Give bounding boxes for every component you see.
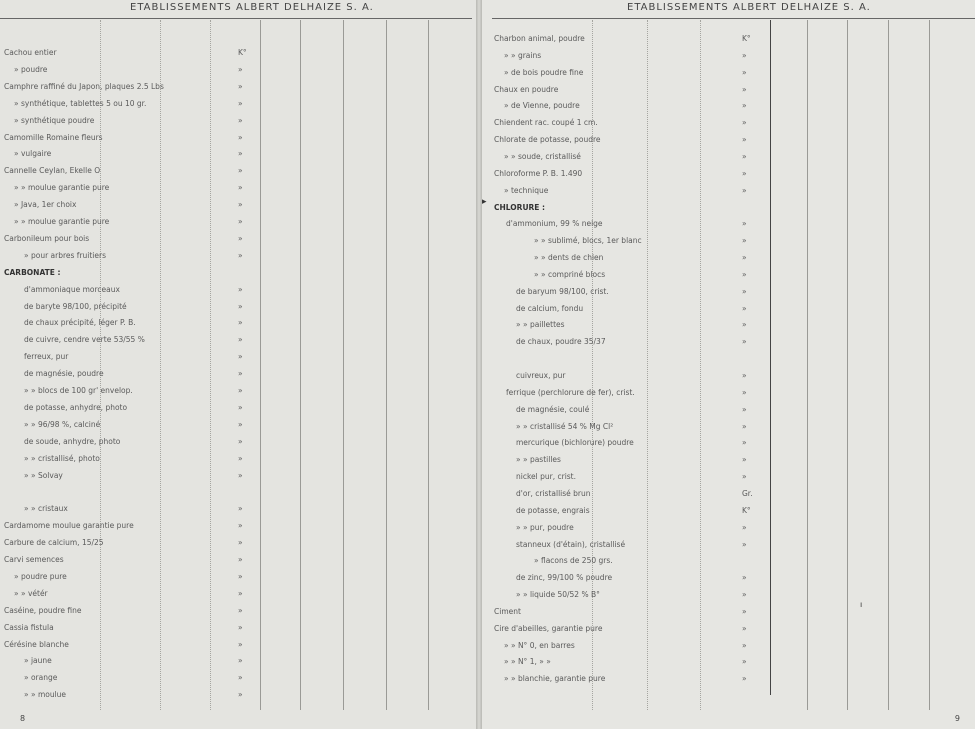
list-item xyxy=(0,316,470,330)
list-item xyxy=(0,114,470,128)
unit-mark: » xyxy=(742,421,747,431)
unit-mark: » xyxy=(742,472,747,482)
unit-mark: » xyxy=(742,522,747,532)
entry-label: » synthétique poudre xyxy=(14,115,95,125)
unit-mark: » xyxy=(742,50,747,60)
list-item xyxy=(482,32,972,46)
unit-mark: » xyxy=(238,301,243,311)
entry-label: de cuivre, cendre verte 53/55 % xyxy=(24,335,145,345)
page-number: 9 xyxy=(954,714,960,723)
entry-label: » » moulue garantie pure xyxy=(14,217,110,226)
list-item xyxy=(0,485,470,499)
list-item xyxy=(482,470,972,484)
list-item xyxy=(482,99,972,113)
unit-mark: » xyxy=(238,98,243,108)
unit-mark: » xyxy=(742,185,747,195)
entry-label: Chlorate de potasse, poudre xyxy=(494,135,601,145)
unit-mark: » xyxy=(742,387,747,397)
entry-label: » » blocs de 100 gr' envelop. xyxy=(24,386,133,395)
unit-mark: » xyxy=(238,149,243,159)
list-item xyxy=(0,418,470,432)
unit-mark: » xyxy=(742,151,747,161)
entry-label: cuivreux, pur xyxy=(516,371,566,380)
entry-label: » » N° 0, en barres xyxy=(504,640,575,650)
unit-mark: » xyxy=(238,521,243,531)
unit-mark: K° xyxy=(742,34,751,43)
entry-label: » poudre pure xyxy=(14,571,67,581)
unit-mark: » xyxy=(238,183,243,193)
unit-mark: » xyxy=(238,284,243,294)
list-item xyxy=(482,639,972,653)
list-item xyxy=(0,401,470,415)
unit-mark: » xyxy=(742,455,747,465)
binding-mark: ▸ xyxy=(482,197,487,207)
page-header: ETABLISSEMENTS ALBERT DELHAIZE S. A. xyxy=(130,2,374,13)
entry-label: » pour arbres fruitiers xyxy=(24,250,106,260)
unit-mark: » xyxy=(742,320,747,330)
entry-label: stanneux (d'étain), cristallisé xyxy=(516,539,626,549)
list-item xyxy=(482,672,972,686)
list-item xyxy=(482,622,972,636)
unit-mark: » xyxy=(742,219,747,229)
unit-mark: » xyxy=(238,81,243,91)
entry-label: » » 96/98 %, calciné xyxy=(24,419,101,429)
entry-label: de soude, anhydre, photo xyxy=(24,436,121,446)
entry-label: CARBONATE : xyxy=(4,267,61,277)
header-rule xyxy=(0,18,472,19)
list-item xyxy=(482,302,972,316)
unit-mark: » xyxy=(238,115,243,125)
entry-label: » Java, 1er choix xyxy=(14,200,77,210)
list-item xyxy=(0,553,470,567)
list-item xyxy=(0,688,470,702)
entry-label: de zinc, 99/100 % poudre xyxy=(516,573,613,583)
list-item xyxy=(0,300,470,314)
entry-label: » » compriné blocs xyxy=(534,269,606,279)
unit-mark: » xyxy=(238,64,243,74)
list-item xyxy=(482,201,972,215)
unit-mark: » xyxy=(742,236,747,246)
right-page xyxy=(482,0,975,729)
unit-mark: » xyxy=(238,166,243,176)
unit-mark: » xyxy=(742,674,747,684)
unit-mark: » xyxy=(742,286,747,296)
list-item xyxy=(0,97,470,111)
entry-label: Cachou entier xyxy=(4,48,57,57)
entry-label: » » cristallisé, photo xyxy=(24,453,100,463)
list-item xyxy=(0,367,470,381)
list-item xyxy=(482,318,972,332)
list-item xyxy=(0,215,470,229)
entry-label: de potasse, engrais xyxy=(516,505,590,515)
entry-label: de magnésie, coulé xyxy=(516,404,590,414)
unit-mark: » xyxy=(238,386,243,395)
list-item xyxy=(482,420,972,434)
entry-label: d'ammoniaque morceaux xyxy=(24,284,120,294)
unit-mark: » xyxy=(742,303,747,313)
list-item xyxy=(482,605,972,619)
entry-label: de calcium, fondu xyxy=(516,303,584,313)
list-item xyxy=(482,538,972,552)
unit-mark: » xyxy=(238,436,243,446)
unit-mark: » xyxy=(238,656,243,666)
unit-mark: » xyxy=(238,605,243,615)
entry-label: » » dents de chien xyxy=(534,253,604,263)
entry-label: » » pur, poudre xyxy=(516,522,574,532)
unit-mark: » xyxy=(238,200,243,210)
entry-label: » » cristaux xyxy=(24,504,68,514)
unit-mark: » xyxy=(238,470,243,480)
entry-label: » » soude, cristallisé xyxy=(504,151,581,161)
entry-label: CHLORURE : xyxy=(494,202,546,212)
list-item xyxy=(0,435,470,449)
page-number: 8 xyxy=(20,714,26,723)
unit-mark: » xyxy=(238,250,243,260)
entry-label: Carbure de calcium, 15/25 xyxy=(4,538,104,548)
unit-mark: » xyxy=(742,573,747,583)
entry-label: Camphre raffiné du Japon, plaques 2.5 Lbs xyxy=(4,81,164,91)
entry-label: » flacons de 250 grs. xyxy=(534,556,613,566)
entry-label: » poudre xyxy=(14,64,48,74)
unit-mark: » xyxy=(238,690,243,700)
list-item xyxy=(0,283,470,297)
list-item xyxy=(482,234,972,248)
unit-mark: » xyxy=(238,571,243,581)
unit-mark: » xyxy=(742,168,747,178)
unit-mark: K° xyxy=(238,48,247,57)
unit-mark: » xyxy=(742,606,747,616)
list-item xyxy=(482,116,972,130)
unit-mark: » xyxy=(238,453,243,463)
list-item xyxy=(0,536,470,550)
list-item xyxy=(482,453,972,467)
entry-label: ferreux, pur xyxy=(24,352,69,362)
entry-label: » » liquide 50/52 % B° xyxy=(516,590,600,600)
unit-mark: » xyxy=(742,253,747,263)
unit-mark: » xyxy=(742,640,747,650)
unit-mark: » xyxy=(742,118,747,128)
entry-label: de baryum 98/100, crist. xyxy=(516,286,609,296)
unit-mark: » xyxy=(742,337,747,347)
list-item xyxy=(0,63,470,77)
list-item xyxy=(0,181,470,195)
list-item xyxy=(0,638,470,652)
unit-mark: » xyxy=(742,371,747,380)
entry-label: » jaune xyxy=(24,656,52,666)
list-item xyxy=(482,66,972,80)
entry-label: » » N° 1, » » xyxy=(504,657,551,667)
entry-label: » synthétique, tablettes 5 ou 10 gr. xyxy=(14,98,147,108)
unit-mark: » xyxy=(238,504,243,514)
unit-mark: » xyxy=(238,352,243,362)
list-item xyxy=(482,369,972,383)
unit-mark: » xyxy=(238,233,243,243)
list-item xyxy=(0,232,470,246)
unit-mark: » xyxy=(238,335,243,345)
entry-label: nickel pur, crist. xyxy=(516,472,577,482)
list-item xyxy=(482,403,972,417)
entry-label: Cassia fistula xyxy=(4,622,54,632)
unit-mark: » xyxy=(238,555,243,564)
entry-label: » » blanchie, garantie pure xyxy=(504,674,606,684)
list-item xyxy=(0,452,470,466)
pencil-mark: ı xyxy=(860,600,863,609)
list-item xyxy=(0,570,470,584)
list-item xyxy=(482,386,972,400)
unit-mark: » xyxy=(238,419,243,429)
entry-label: Cire d'abeilles, garantie pure xyxy=(494,623,603,633)
unit-mark: » xyxy=(742,657,747,667)
entry-label: » » moulue xyxy=(24,690,67,700)
entry-label: d'or, cristallisé brun xyxy=(516,488,591,498)
list-item xyxy=(0,147,470,161)
entry-label: » de bois poudre fine xyxy=(504,67,584,77)
entry-label: Charbon animal, poudre xyxy=(494,34,585,43)
list-item xyxy=(0,604,470,618)
page-header: ETABLISSEMENTS ALBERT DELHAIZE S. A. xyxy=(627,2,871,13)
list-item xyxy=(0,350,470,364)
list-item xyxy=(482,49,972,63)
list-item xyxy=(482,554,972,568)
entry-label: mercurique (bichlorure) poudre xyxy=(516,438,634,448)
unit-mark: » xyxy=(238,673,243,683)
unit-mark: » xyxy=(238,639,243,649)
unit-mark: » xyxy=(238,132,243,142)
unit-mark: » xyxy=(742,101,747,111)
entry-label: Camomille Romaine fleurs xyxy=(4,132,103,142)
entry-label: Ciment xyxy=(494,606,521,616)
list-item xyxy=(482,268,972,282)
entry-label: Cardamome moulue garantie pure xyxy=(4,521,134,531)
list-item xyxy=(482,655,972,669)
list-item xyxy=(0,671,470,685)
entry-label: » » cristallisé 54 % Mg Cl² xyxy=(516,421,614,431)
unit-mark: » xyxy=(238,622,243,632)
list-item xyxy=(0,587,470,601)
list-item xyxy=(0,654,470,668)
entry-label: » de Vienne, poudre xyxy=(504,101,580,111)
entry-label: » » paillettes xyxy=(516,320,565,330)
list-item xyxy=(0,198,470,212)
list-item xyxy=(482,217,972,231)
entry-label: Carbonileum pour bois xyxy=(4,233,90,243)
list-item xyxy=(482,133,972,147)
list-item xyxy=(0,384,470,398)
list-item xyxy=(482,184,972,198)
entry-label: » » vétér xyxy=(14,588,48,598)
entry-label: » » moulue garantie pure xyxy=(14,183,110,193)
entry-label: Chaux en poudre xyxy=(494,84,559,94)
entry-label: » » pastilles xyxy=(516,455,561,465)
entry-label: Cérésine blanche xyxy=(4,639,69,649)
list-item xyxy=(0,131,470,145)
list-item xyxy=(0,46,470,60)
unit-mark: » xyxy=(742,269,747,279)
unit-mark: » xyxy=(742,438,747,448)
entry-label: d'ammonium, 99 % neige xyxy=(506,219,603,229)
header-rule xyxy=(492,18,975,19)
list-item xyxy=(482,571,972,585)
entry-label: de potasse, anhydre, photo xyxy=(24,402,128,412)
list-item xyxy=(0,621,470,635)
unit-mark: » xyxy=(238,538,243,548)
list-item xyxy=(482,521,972,535)
list-item xyxy=(0,266,470,280)
entry-label: de baryte 98/100, précipité xyxy=(24,301,127,311)
entry-label: » » sublimé, blocs, 1er blanc xyxy=(534,236,642,246)
list-item xyxy=(482,487,972,501)
list-item xyxy=(482,150,972,164)
entry-label: ferrique (perchlorure de fer), crist. xyxy=(506,387,635,397)
entry-label: de magnésie, poudre xyxy=(24,369,104,379)
unit-mark: » xyxy=(238,588,243,598)
list-item xyxy=(482,588,972,602)
entry-label: » technique xyxy=(504,185,549,195)
entry-label: » » grains xyxy=(504,50,542,60)
list-item xyxy=(482,83,972,97)
unit-mark: » xyxy=(742,135,747,145)
list-item xyxy=(0,469,470,483)
entry-label: Carvi semences xyxy=(4,555,64,564)
list-item xyxy=(482,352,972,366)
unit-mark: » xyxy=(238,318,243,328)
unit-mark: » xyxy=(238,217,243,226)
entry-label: » orange xyxy=(24,673,58,683)
list-item xyxy=(482,167,972,181)
list-item xyxy=(482,285,972,299)
list-item xyxy=(0,80,470,94)
list-item xyxy=(482,251,972,265)
list-item xyxy=(0,333,470,347)
list-item xyxy=(0,164,470,178)
list-item xyxy=(482,335,972,349)
unit-mark: » xyxy=(238,369,243,379)
entry-label: Cannelle Ceylan, Ekelle O xyxy=(4,166,101,176)
unit-mark: » xyxy=(742,84,747,94)
unit-mark: » xyxy=(742,67,747,77)
unit-mark: » xyxy=(742,404,747,414)
unit-mark: Gr. xyxy=(742,488,753,498)
list-item xyxy=(482,504,972,518)
unit-mark: » xyxy=(742,590,747,600)
unit-mark: K° xyxy=(742,505,751,515)
list-item xyxy=(0,519,470,533)
entry-label: » vulgaire xyxy=(14,149,52,159)
unit-mark: » xyxy=(742,623,747,633)
list-item xyxy=(0,502,470,516)
left-page xyxy=(0,0,476,729)
list-item xyxy=(0,249,470,263)
entry-label: de chaux précipité, léger P. B. xyxy=(24,318,136,328)
entry-label: » » Solvay xyxy=(24,470,63,480)
entry-label: Caséine, poudre fine xyxy=(4,605,82,615)
entry-label: de chaux, poudre 35/37 xyxy=(516,337,606,347)
entry-label: Chloroforme P. B. 1.490 xyxy=(494,168,583,178)
entry-label: Chiendent rac. coupé 1 cm. xyxy=(494,118,598,128)
list-item xyxy=(482,436,972,450)
unit-mark: » xyxy=(742,539,747,549)
unit-mark: » xyxy=(238,402,243,412)
